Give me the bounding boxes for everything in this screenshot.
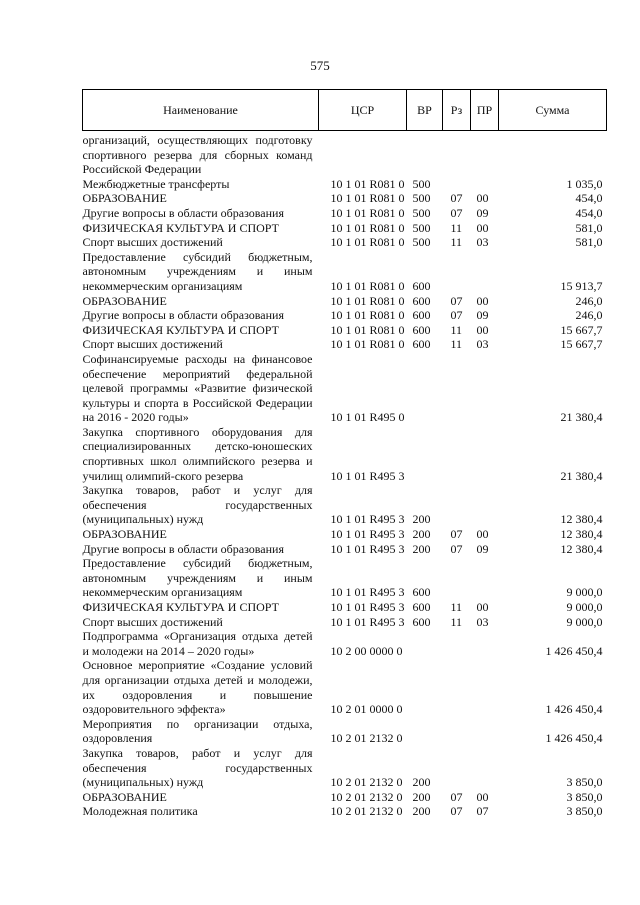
cell-csr: 10 2 01 2132 0 (330, 804, 403, 819)
cell-csr: 10 1 01 R495 3 (330, 600, 405, 614)
table-row (83, 542, 607, 557)
cell-name: Основное мероприятие «Создание условий для организации отдыха детей и молодежи, их оздоровления и повышение оздоровительного эффекта» (82, 658, 313, 717)
table-row (83, 352, 607, 425)
cell-pr (471, 629, 499, 658)
cell-csr: 10 1 01 R081 0 (330, 293, 405, 308)
cell-rz: 07 (450, 804, 463, 819)
cell-name: Предоставление субсидий бюджетным, автономным учреждениям и иным некоммерческим организациям (82, 556, 313, 600)
table-row (83, 131, 607, 177)
cell-vr: 600 (412, 308, 431, 323)
cell-sum: 12 380,4 (560, 512, 603, 527)
cell-name: Спорт высших достижений (82, 614, 223, 629)
cell-rz (443, 483, 471, 527)
cell-pr (471, 746, 499, 790)
cell-rz (443, 746, 471, 790)
cell-csr: 10 2 01 2132 0 (330, 775, 403, 790)
table-row (83, 527, 607, 542)
cell-csr: 10 1 01 R495 3 (330, 527, 405, 542)
cell-sum: 3 850,0 (566, 775, 603, 790)
table-row (83, 629, 607, 658)
cell-pr: 09 (476, 541, 489, 556)
cell-name: Спорт высших достижений (82, 337, 223, 352)
cell-name: Мероприятия по организации отдыха, оздоровления (82, 716, 313, 746)
table-row (83, 804, 607, 819)
cell-vr: 500 (412, 235, 431, 250)
cell-name: Другие вопросы в области образования (82, 541, 284, 556)
cell-rz: 07 (450, 308, 463, 323)
cell-pr: 03 (476, 614, 489, 629)
cell-sum: 246,0 (575, 293, 603, 308)
table-row (83, 221, 607, 236)
cell-rz: 11 (450, 220, 463, 235)
cell-name: Закупка товаров, работ и услуг для обеспечения государственных (муниципальных) нужд (82, 745, 313, 790)
cell-rz (443, 658, 471, 716)
cell-sum (499, 131, 607, 177)
cell-vr: 200 (412, 541, 431, 556)
cell-rz (443, 131, 471, 177)
cell-pr (471, 717, 499, 746)
cell-name: ФИЗИЧЕСКАЯ КУЛЬТУРА И СПОРТ (82, 600, 279, 614)
cell-pr (471, 131, 499, 177)
cell-name: ОБРАЗОВАНИЕ (82, 191, 167, 206)
table-row (83, 615, 607, 630)
cell-rz: 07 (450, 205, 463, 220)
cell-sum: 3 850,0 (566, 789, 603, 804)
cell-pr: 00 (476, 191, 489, 206)
table-row (83, 337, 607, 352)
cell-csr: 10 2 01 0000 0 (330, 702, 403, 717)
cell-pr: 00 (476, 600, 489, 614)
table-row (83, 235, 607, 250)
cell-csr: 10 1 01 R081 0 (330, 220, 405, 235)
cell-sum: 12 380,4 (560, 527, 603, 542)
header-sum: Сумма (499, 90, 607, 131)
cell-sum: 246,0 (575, 308, 603, 323)
cell-vr: 200 (412, 527, 431, 542)
cell-csr: 10 1 01 R081 0 (330, 308, 405, 323)
cell-pr: 00 (476, 789, 489, 804)
cell-name: ОБРАЗОВАНИЕ (82, 293, 167, 308)
cell-sum: 1 426 450,4 (545, 702, 603, 717)
cell-csr: 10 1 01 R081 0 (330, 205, 405, 220)
table-row (83, 206, 607, 221)
cell-pr: 00 (476, 322, 489, 337)
cell-name: организаций, осуществляющих подготовку спортивного резерва для сборных команд Российской Федерации (82, 133, 313, 177)
table-row (83, 177, 607, 192)
cell-sum: 21 380,4 (560, 410, 603, 425)
table-row (83, 556, 607, 600)
cell-rz: 07 (450, 789, 463, 804)
cell-csr: 10 1 01 R495 0 (330, 410, 405, 425)
cell-sum: 15 667,7 (560, 337, 603, 352)
cell-pr: 09 (476, 205, 489, 220)
cell-vr: 600 (412, 337, 431, 352)
cell-sum: 3 850,0 (566, 804, 603, 819)
cell-rz (443, 425, 471, 483)
cell-pr: 03 (476, 337, 489, 352)
cell-csr: 10 2 01 2132 0 (330, 789, 403, 804)
cell-rz: 11 (450, 600, 463, 614)
cell-sum: 1 426 450,4 (545, 643, 603, 658)
cell-pr: 00 (476, 293, 489, 308)
cell-sum: 15 667,7 (560, 322, 603, 337)
header-csr: ЦСР (319, 90, 407, 131)
cell-sum: 454,0 (575, 205, 603, 220)
page-number: 575 (310, 58, 330, 73)
cell-rz: 11 (450, 235, 463, 250)
table-row (83, 191, 607, 206)
cell-csr: 10 1 01 R495 3 (330, 468, 405, 483)
cell-name: ОБРАЗОВАНИЕ (82, 789, 167, 804)
cell-vr (407, 717, 443, 746)
cell-sum: 581,0 (575, 220, 603, 235)
cell-vr: 500 (412, 205, 431, 220)
cell-csr: 10 1 01 R495 3 (330, 585, 405, 600)
cell-pr: 07 (476, 804, 489, 819)
cell-pr (471, 352, 499, 425)
cell-name: ОБРАЗОВАНИЕ (82, 527, 167, 542)
cell-rz: 07 (450, 541, 463, 556)
cell-rz: 07 (450, 527, 463, 542)
cell-rz (443, 629, 471, 658)
cell-sum: 12 380,4 (560, 541, 603, 556)
budget-table (82, 89, 607, 819)
cell-name: Предоставление субсидий бюджетным, автономным учреждениям и иным некоммерческим организациям (82, 249, 313, 293)
cell-vr (407, 131, 443, 177)
cell-rz (443, 717, 471, 746)
table-row (83, 483, 607, 527)
cell-vr: 500 (412, 220, 431, 235)
cell-vr (407, 658, 443, 716)
table-row (83, 717, 607, 746)
cell-sum: 9 000,0 (566, 585, 603, 600)
cell-name: Другие вопросы в области образования (82, 205, 284, 220)
cell-vr: 200 (412, 512, 431, 527)
cell-csr: 10 1 01 R081 0 (330, 176, 405, 191)
cell-csr: 10 2 01 2132 0 (330, 731, 403, 746)
cell-name: Межбюджетные трансферты (82, 176, 230, 191)
cell-rz (443, 556, 471, 600)
cell-name: ФИЗИЧЕСКАЯ КУЛЬТУРА И СПОРТ (82, 220, 279, 235)
table-row (83, 790, 607, 805)
cell-csr: 10 1 01 R081 0 (330, 191, 405, 206)
cell-vr: 500 (412, 176, 431, 191)
cell-csr: 10 1 01 R081 0 (330, 278, 405, 293)
cell-name: Молодежная политика (82, 804, 198, 819)
cell-vr: 200 (412, 775, 431, 790)
cell-name: Спорт высших достижений (82, 235, 223, 250)
cell-vr (407, 425, 443, 483)
cell-csr: 10 1 01 R081 0 (330, 337, 405, 352)
cell-vr: 200 (412, 804, 431, 819)
header-pr: ПР (471, 90, 499, 131)
cell-pr: 00 (476, 220, 489, 235)
cell-vr: 600 (412, 278, 431, 293)
cell-name: Закупка спортивного оборудования для специализированных детско-юношеских спортивных школ олимпийского резерва и училищ олимпий-ского резерва (82, 424, 313, 483)
cell-pr (471, 177, 499, 192)
cell-pr (471, 658, 499, 716)
cell-name: Софинансируемые расходы на финансовое обеспечение мероприятий федеральной целевой программы «Развитие физической культуры и спорта в Российской Федерации на 2016 - 2020 годы» (82, 351, 313, 425)
cell-vr: 200 (412, 789, 431, 804)
table-header (83, 90, 607, 131)
cell-csr (319, 131, 407, 177)
cell-rz: 11 (450, 337, 463, 352)
header-vr: ВР (407, 90, 443, 131)
cell-sum: 15 913,7 (560, 278, 603, 293)
cell-sum: 454,0 (575, 191, 603, 206)
cell-rz: 07 (450, 293, 463, 308)
cell-name: ФИЗИЧЕСКАЯ КУЛЬТУРА И СПОРТ (82, 322, 279, 337)
cell-csr: 10 1 01 R081 0 (330, 322, 405, 337)
table-row (83, 746, 607, 790)
cell-vr: 600 (412, 585, 431, 600)
cell-vr: 600 (412, 614, 431, 629)
table-row (83, 600, 607, 615)
cell-csr: 10 1 01 R495 3 (330, 614, 405, 629)
cell-rz (443, 352, 471, 425)
cell-sum: 9 000,0 (566, 614, 603, 629)
cell-vr: 600 (412, 293, 431, 308)
table-row (83, 250, 607, 294)
cell-csr: 10 2 00 0000 0 (330, 643, 403, 658)
table-row (83, 294, 607, 309)
cell-vr (407, 629, 443, 658)
table-row (83, 425, 607, 483)
cell-rz (443, 177, 471, 192)
cell-vr: 600 (412, 322, 431, 337)
cell-sum: 21 380,4 (560, 468, 603, 483)
cell-vr (407, 352, 443, 425)
cell-pr (471, 483, 499, 527)
cell-csr: 10 1 01 R081 0 (330, 235, 405, 250)
cell-pr (471, 556, 499, 600)
cell-name: Другие вопросы в области образования (82, 308, 284, 323)
cell-pr: 03 (476, 235, 489, 250)
cell-pr (471, 250, 499, 294)
table-row (83, 323, 607, 338)
table-row (83, 308, 607, 323)
cell-rz: 11 (450, 322, 463, 337)
cell-sum: 1 426 450,4 (545, 731, 603, 746)
cell-pr (471, 425, 499, 483)
cell-rz: 11 (450, 614, 463, 629)
cell-sum: 9 000,0 (566, 600, 603, 614)
cell-rz (443, 250, 471, 294)
table-row (83, 658, 607, 716)
cell-pr: 00 (476, 527, 489, 542)
cell-sum: 581,0 (575, 235, 603, 250)
cell-pr: 09 (476, 308, 489, 323)
cell-sum: 1 035,0 (566, 176, 603, 191)
header-name: Наименование (83, 90, 319, 131)
cell-name: Подпрограмма «Организация отдыха детей и молодежи на 2014 – 2020 годы» (82, 629, 313, 658)
cell-rz: 07 (450, 191, 463, 206)
cell-name: Закупка товаров, работ и услуг для обеспечения государственных (муниципальных) нужд (82, 483, 313, 527)
cell-vr: 500 (412, 191, 431, 206)
header-rz: Рз (443, 90, 471, 131)
cell-csr: 10 1 01 R495 3 (330, 541, 405, 556)
cell-vr: 600 (412, 600, 431, 614)
table-body (83, 131, 607, 819)
cell-csr: 10 1 01 R495 3 (330, 512, 405, 527)
